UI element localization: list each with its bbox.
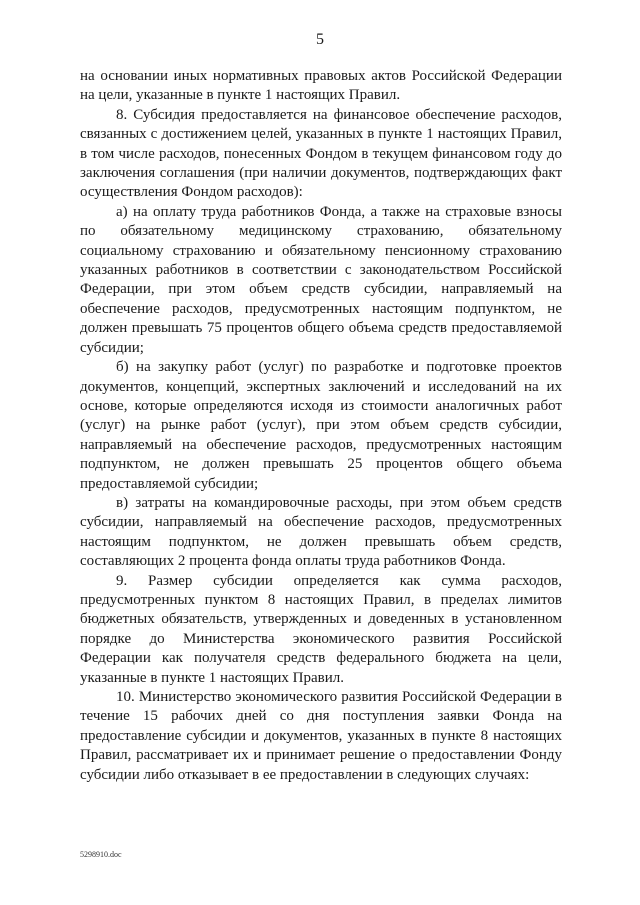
paragraph-subitem-a: а) на оплату труда работников Фонда, а также на страховые взносы по обязательному медицинскому страхованию, обязательному социальному страхованию и обязательному пенсионному страхованию указанных работников в соответствии с законодательством Российской Федерации, при этом объем средств субсидии, направляемый на обеспечение расходов, предусмотренных настоящим подпунктом, не должен превышать 75 процентов общего объема средств предоставляемой субсидии; [80, 203, 562, 356]
paragraph-continuation: на основании иных нормативных правовых актов Российской Федерации на цели, указанные в пункте 1 настоящих Правил. [80, 68, 562, 104]
page-number: 5 [316, 31, 324, 48]
paragraph-item-9: 9. Размер субсидии определяется как сумма расходов, предусмотренных пунктом 8 настоящих Правил, в пределах лимитов бюджетных обязательств, утвержденных и доведенных в установленном порядке до Министерства экономического развития Российской Федерации как получателя средств федерального бюджета на цели, указанные в пункте 1 настоящих Правил. [80, 572, 562, 686]
paragraph-subitem-b: б) на закупку работ (услуг) по разработке и подготовке проектов документов, концепций, экспертных заключений и исследований на их основе, которые определяются исходя из стоимости аналогичных работ (услуг) на рынке работ (услуг), при этом объем средств субсидии, направляемый на обеспечение расходов, предусмотренных настоящим подпунктом, не должен превышать 25 процентов общего объема предоставляемой субсидии; [80, 359, 562, 492]
document-body [80, 67, 562, 785]
paragraph-subitem-v: в) затраты на командировочные расходы, при этом объем средств субсидии, направляемый на обеспечение расходов, предусмотренных настоящим подпунктом, не должен превышать объем средств, составляющих 2 процента фонда оплаты труда работников Фонда. [80, 494, 562, 570]
file-name-footer: 5298910.doc [80, 850, 122, 859]
paragraph-item-10: 10. Министерство экономического развития Российской Федерации в течение 15 рабочих дней со дня поступления заявки Фонда на предоставление субсидии и документов, указанных в пункте 8 настоящих Правил, рассматривает их и принимает решение о предоставлении Фонду субсидии либо отказывает в ее предоставлении в следующих случаях: [80, 689, 562, 783]
paragraph-item-8: 8. Субсидия предоставляется на финансовое обеспечение расходов, связанных с достижением целей, указанных в пункте 1 настоящих Правил, в том числе расходов, понесенных Фондом в текущем финансовом году до заключения соглашения (при наличии документов, подтверждающих факт осуществления Фондом расходов): [80, 106, 562, 201]
